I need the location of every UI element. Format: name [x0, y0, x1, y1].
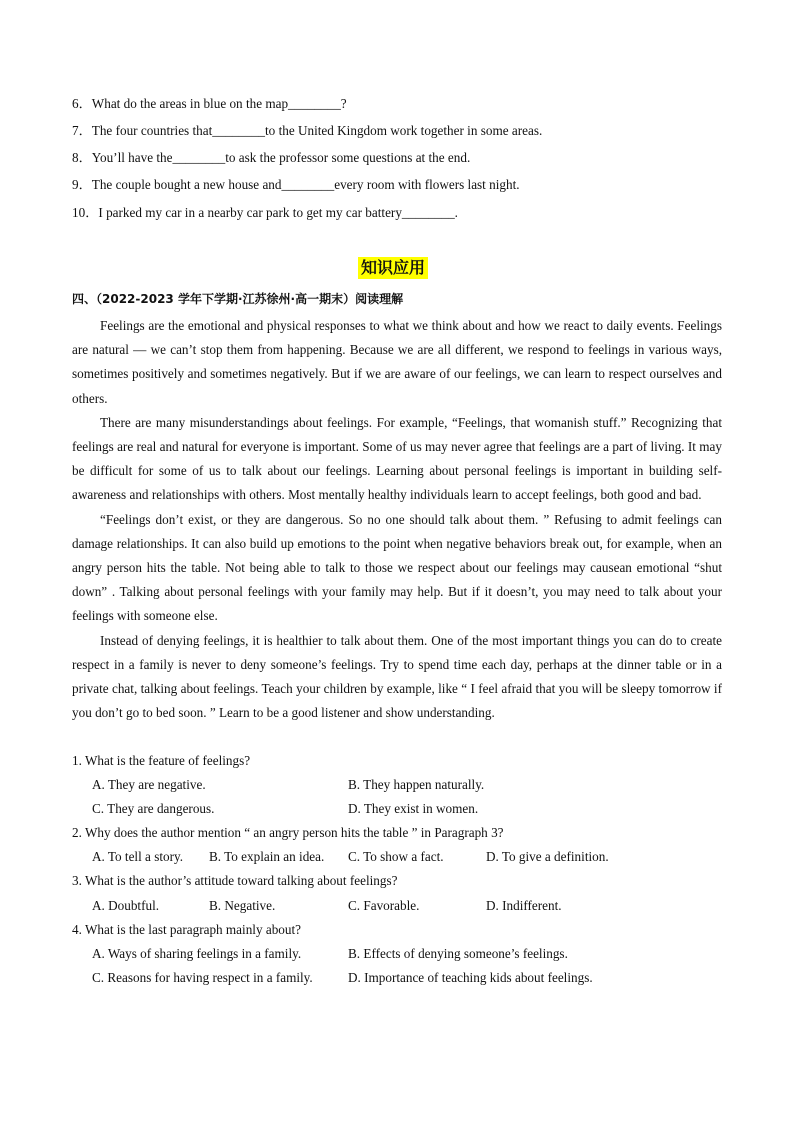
option-4d: D. Importance of teaching kids about feelings. — [348, 969, 593, 985]
option-2a: A. To tell a story. — [92, 849, 184, 865]
option-1c: C. They are dangerous. — [92, 801, 215, 817]
option-2c: C. To show a fact. — [348, 849, 444, 865]
option-4c: C. Reasons for having respect in a family. — [92, 969, 313, 985]
option-row — [72, 894, 722, 918]
question-stem-1: 1. What is the feature of feelings? — [72, 753, 251, 768]
option-row — [72, 966, 722, 990]
option-row — [72, 773, 722, 797]
option-3b: B. Negative. — [209, 897, 276, 913]
reading-comprehension-heading: 四、（2022-2023 学年下学期·江苏徐州·高一期末）阅读理解 — [72, 292, 404, 306]
question-stem-3: 3. What is the author’s attitude toward talking about feelings? — [72, 873, 398, 889]
option-1b: B. They happen naturally. — [348, 777, 485, 793]
question-stem-4: 4. What is the last paragraph mainly about? — [72, 921, 302, 937]
option-3d: D. Indifferent. — [486, 897, 562, 913]
section-title: 知识应用 — [358, 257, 428, 279]
fill-in-question-6: 6．What do the areas in blue on the map________? — [72, 96, 347, 111]
option-row — [72, 797, 722, 821]
option-3c: C. Favorable. — [348, 897, 420, 913]
option-3a: A. Doubtful. — [92, 897, 160, 913]
option-1a: A. They are negative. — [92, 777, 206, 793]
passage-paragraph-1: Feelings are the emotional and physical responses to what we think about and how we react to daily events. Feelings are natural — we can’t stop them from happening. Because we are all different, we respond to feelings in various ways, sometimes positively and sometimes negatively. But if we are aware of our feelings, we can learn to respect ourselves and others. — [72, 318, 722, 406]
option-row — [72, 942, 722, 966]
fill-in-question-10: 10．I parked my car in a nearby car park to get my car battery________. — [72, 205, 458, 220]
option-4b: B. Effects of denying someone’s feelings. — [348, 945, 568, 961]
option-2b: B. To explain an idea. — [209, 849, 325, 865]
passage-paragraph-3: “Feelings don’t exist, or they are dangerous. So no one should talk about them. ” Refusing to admit feelings can damage relationships. It can also build up emotions to the point when negative behaviors break out, for example, when an angry person hits the table. Not being able to talk to those we respect about our feelings may causean emotional “shut down” . Talking about personal feelings with your family may help. But if it doesn’t, you may need to talk about your feelings with someone else. — [72, 511, 722, 624]
passage-paragraph-2: There are many misunderstandings about feelings. For example, “Feelings, that womanish stuff.” Recognizing that feelings are real and natural for everyone is important. Some of us may never agree that feelings are a part of living. It may be difficult for some of us to talk about our feelings. Learning about personal feelings is important in building self-awareness and relationships with others. Most mentally healthy individuals learn to accept feelings, both good and bad. — [72, 414, 722, 503]
passage-paragraph-4: Instead of denying feelings, it is healthier to talk about them. One of the most important things you can do to create respect in a family is never to deny someone’s feelings. Try to spend time each day, perhaps at the dinner table or in a private chat, talking about feelings. Teach your children by example, like “ I feel afraid that you will be sleepy tomorrow if you don’t go to bed soon. ” Learn to be a good listener and show understanding. — [72, 632, 722, 721]
fill-in-question-8: 8．You’ll have the________to ask the professor some questions at the end. — [72, 150, 471, 165]
option-4a: A. Ways of sharing feelings in a family. — [92, 945, 302, 961]
option-2d: D. To give a definition. — [486, 849, 609, 865]
option-row — [72, 845, 722, 869]
option-1d: D. They exist in women. — [348, 801, 479, 817]
multiple-choice-questions — [72, 749, 722, 990]
reading-passage — [72, 314, 722, 725]
fill-in-question-9: 9．The couple bought a new house and________every room with flowers last night. — [72, 177, 520, 192]
fill-in-question-7: 7．The four countries that________to the United Kingdom work together in some areas. — [72, 123, 543, 138]
question-stem-2: 2. Why does the author mention “ an angry person hits the table ” in Paragraph 3? — [72, 825, 504, 841]
